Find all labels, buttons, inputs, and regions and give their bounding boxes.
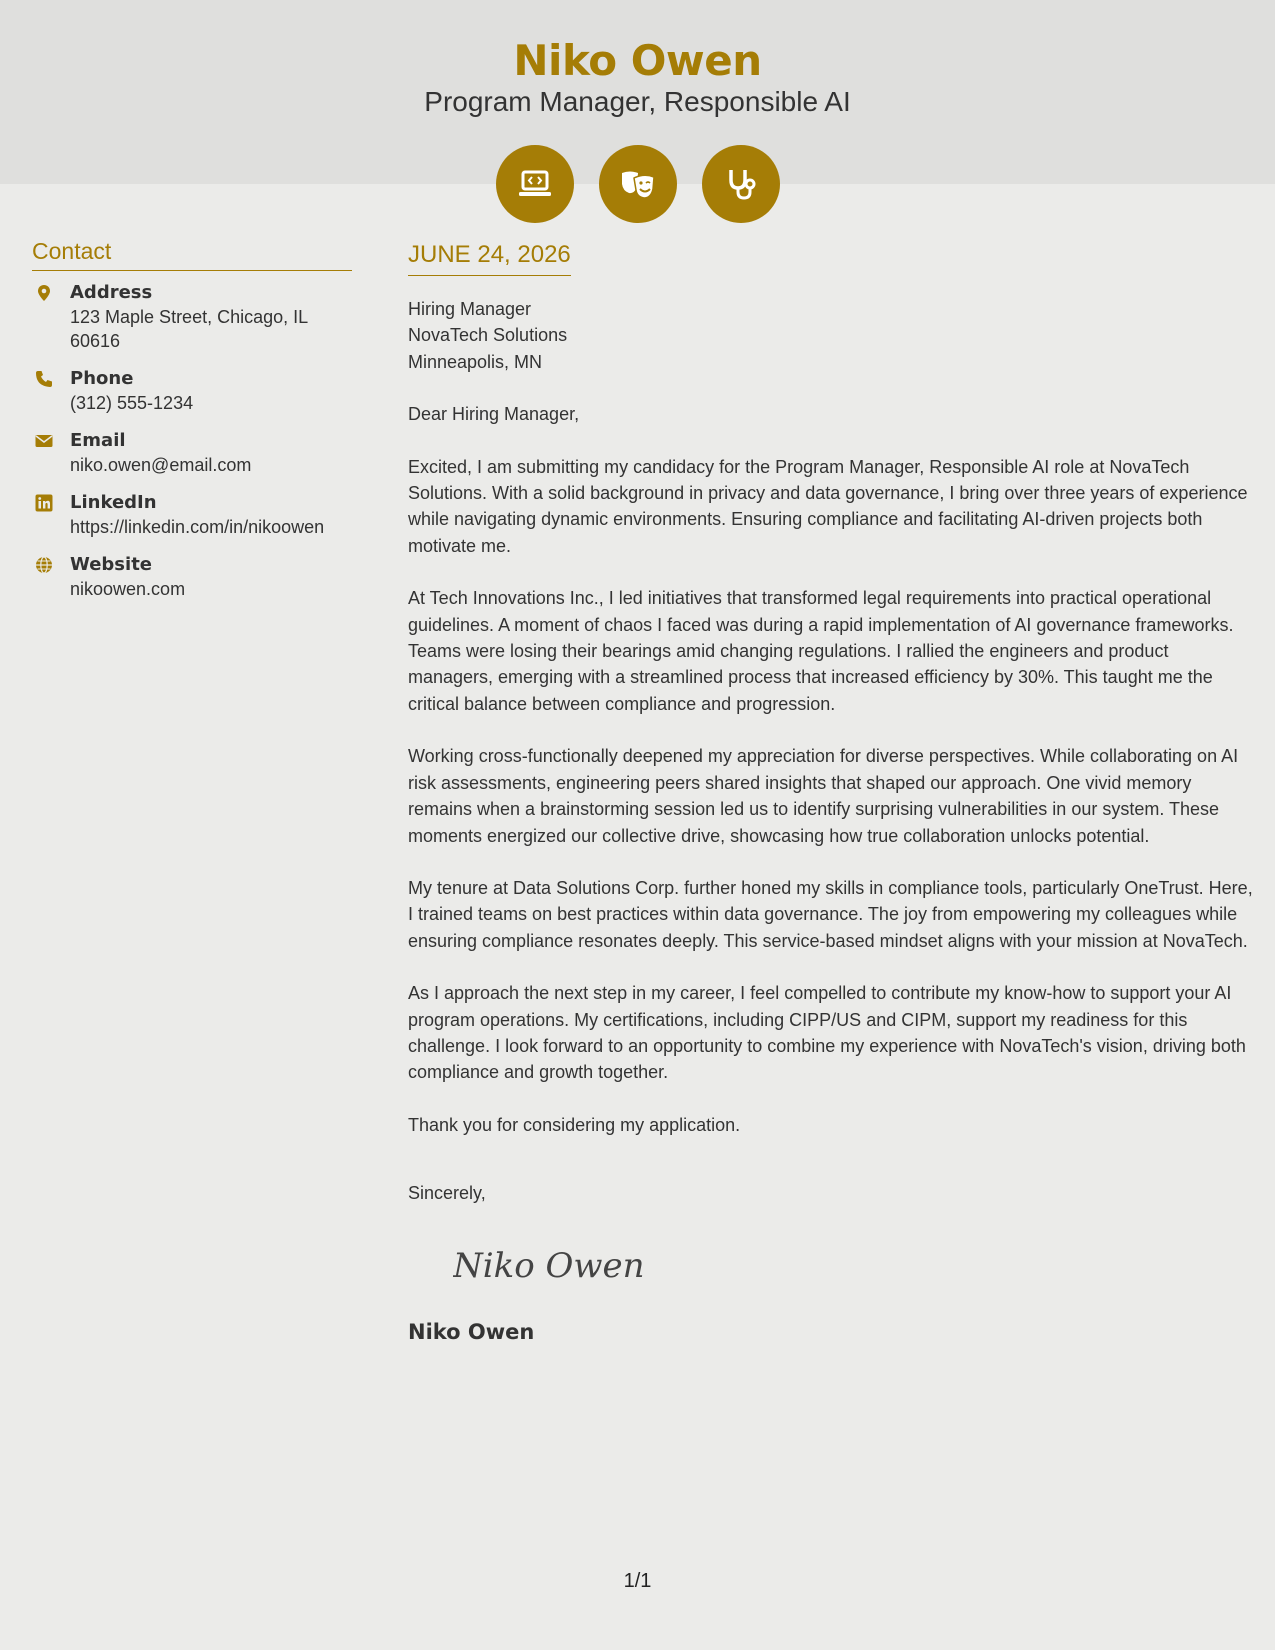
greeting: Dear Hiring Manager, <box>408 404 580 425</box>
paragraph: At Tech Innovations Inc., I led initiatives that transformed legal requirements into practical operational guidelines. A moment of chaos I faced was during a rapid implementation of AI governance frameworks. Teams were losing their bearings amid changing regulations. I rallied the engineers and product managers, emerging with a streamlined process that increased efficiency by 30%. This taught me the critical balance between compliance and progression. <box>408 588 1234 714</box>
paragraph: My tenure at Data Solutions Corp. further honed my skills in compliance tools, particularly OneTrust. Here, I trained teams on best practices within data governance. The joy from empowering my colleagues while ensuring compliance resonates deeply. This service-based mindset aligns with your mission at NovaTech. <box>408 877 1253 951</box>
linkedin-link[interactable]: https://linkedin.com/in/nikoowen <box>70 517 325 537</box>
contact-sidebar <box>32 238 352 615</box>
website-link[interactable]: nikoowen.com <box>70 579 186 599</box>
globe-icon <box>32 553 70 601</box>
contact-email <box>32 429 352 477</box>
letter-body <box>408 240 1253 1345</box>
recipient-block <box>408 296 1253 375</box>
stethoscope-icon <box>702 145 780 223</box>
contact-website <box>32 553 352 601</box>
applicant-name: Niko Owen <box>513 36 762 85</box>
signed-name: Niko Owen <box>408 1319 535 1344</box>
recipient-line: Minneapolis, MN <box>408 351 543 372</box>
contact-list <box>32 281 352 601</box>
paragraph: Thank you for considering my application. <box>408 1114 741 1135</box>
signature <box>453 1235 653 1295</box>
linkedin-icon <box>32 491 70 539</box>
contact-address <box>32 281 352 353</box>
envelope-icon <box>32 429 70 477</box>
recipient-line: Hiring Manager <box>408 299 532 319</box>
job-title: Program Manager, Responsible AI <box>424 86 851 117</box>
contact-label: Website <box>70 554 153 575</box>
paragraph: Excited, I am submitting my candidacy for the Program Manager, Responsible AI role at NovaTech Solutions. With a solid background in privacy and data governance, I bring over three years of experience while navigating dynamic environments. Ensuring compliance and facilitating AI-driven projects both motivate me. <box>408 456 1248 556</box>
theater-masks-icon <box>599 145 677 223</box>
email-link[interactable]: niko.owen@email.com <box>70 455 252 475</box>
laptop-code-icon <box>496 145 574 223</box>
map-pin-icon <box>32 281 70 353</box>
letter-date: JUNE 24, 2026 <box>408 240 571 276</box>
contact-label: Phone <box>70 368 134 389</box>
paragraph: Working cross-functionally deepened my appreciation for diverse perspectives. While collaborating on AI risk assessments, engineering peers shared insights that shaped our approach. One vivid memory remains when a brainstorming session led us to identify surprising vulnerabilities in our system. These moments energized our collective drive, showcasing how true collaboration unlocks potential. <box>408 746 1239 846</box>
contact-heading: Contact <box>32 238 352 271</box>
contact-label: Email <box>70 430 126 451</box>
contact-value: (312) 555-1234 <box>70 393 194 413</box>
closing: Sincerely, <box>408 1183 486 1204</box>
contact-label: Address <box>70 282 153 303</box>
header-icon-row <box>0 145 1275 223</box>
phone-icon <box>32 367 70 415</box>
contact-value: 123 Maple Street, Chicago, IL 60616 <box>70 307 308 351</box>
recipient-line: NovaTech Solutions <box>408 325 568 346</box>
contact-linkedin <box>32 491 352 539</box>
page-number: 1/1 <box>623 1570 652 1592</box>
paragraph: As I approach the next step in my career, I feel compelled to contribute my know-how to support your AI program operations. My certifications, including CIPP/US and CIPM, support my readiness for this challenge. I look forward to an opportunity to combine my experience with NovaTech's vision, driving both compliance and growth together. <box>408 983 1246 1083</box>
signature-text: Niko Owen <box>453 1245 645 1286</box>
contact-phone <box>32 367 352 415</box>
contact-label: LinkedIn <box>70 492 157 513</box>
